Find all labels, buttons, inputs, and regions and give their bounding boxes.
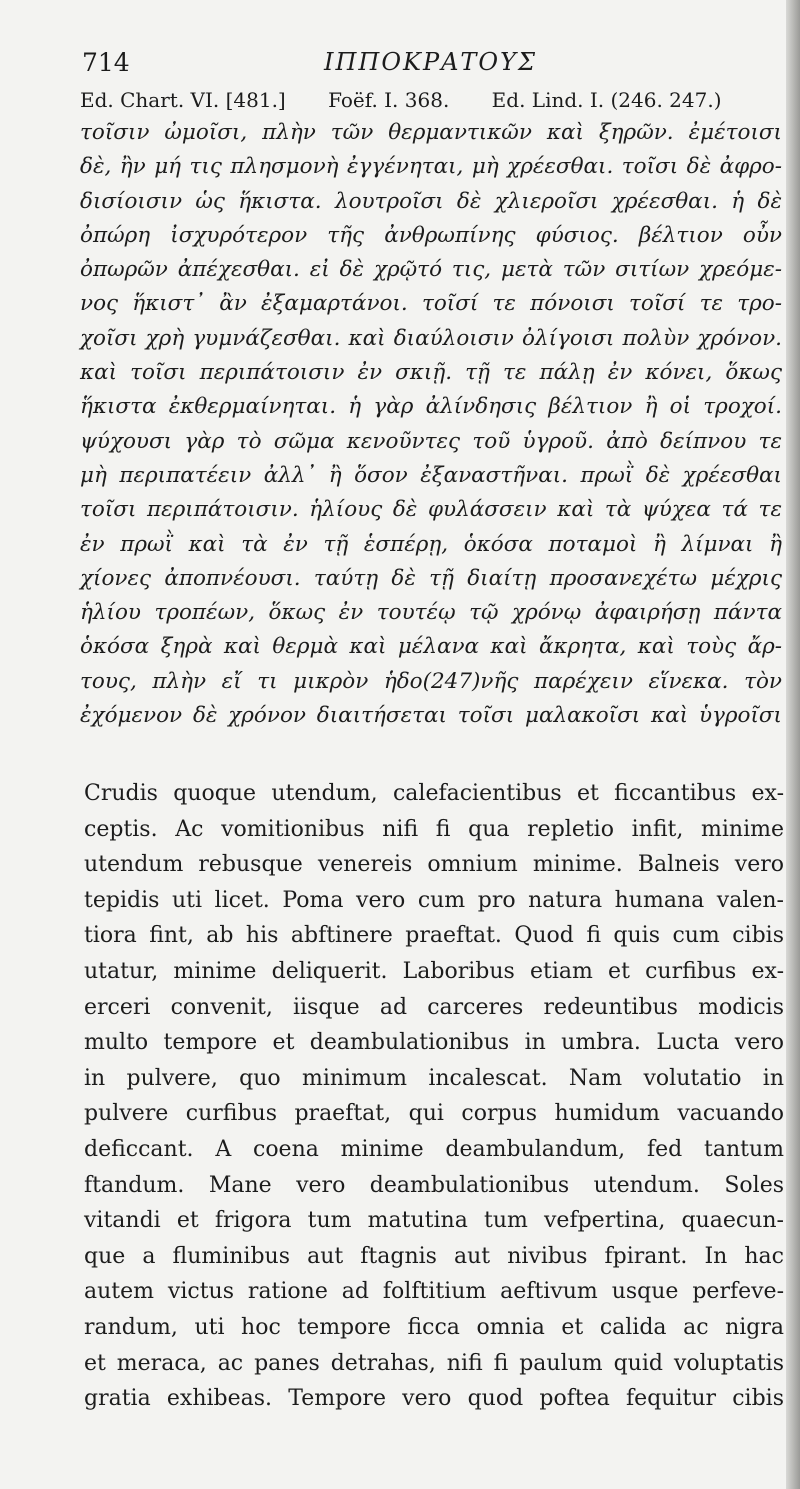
greek-text-block: [80, 116, 782, 733]
latin-line: in pulvere, quo minimum incalescat. Nam volutatio in: [84, 1065, 784, 1091]
greek-line: ἐχόμενον δὲ χρόνον διαιτήσεται τοῖσι μαλακοῖσι καὶ ὑγροῖσι: [80, 703, 782, 729]
greek-line: ὁκόσα ξηρὰ καὶ θερμὰ καὶ μέλανα καὶ ἄκρητα, καὶ τοὺς ἄρ-: [80, 634, 782, 660]
greek-line: χίονες ἀποπνέουσι. ταύτῃ δὲ τῇ διαίτῃ προσανεχέτω μέχρις: [80, 565, 782, 591]
greek-line: δισίοισιν ὡς ἥκιστα. λουτροῖσι δὲ χλιεροῖσι χρέεσθαι. ἡ δὲ: [80, 188, 782, 214]
latin-line: pulvere curfibus praeftat, qui corpus humidum vacuando: [84, 1101, 784, 1127]
page-number: 714: [82, 48, 130, 77]
latin-line: deficcant. A coena minime deambulandum, fed tantum: [84, 1136, 784, 1162]
greek-line: τοῖσιν ὠμοῖσι, πλὴν τῶν θερμαντικῶν καὶ ξηρῶν. ἐμέτοισι: [80, 120, 782, 145]
running-title: ΙΠΠΟΚΡΑΤΟΥΣ: [324, 48, 537, 76]
chartier-edition-ref: Ed. Chart. VI. [481.]: [80, 88, 286, 112]
latin-line: utendum rebusque venereis omnium minime. Balneis vero: [84, 852, 784, 878]
page-header: [74, 42, 754, 82]
latin-translation-block: [84, 776, 784, 1417]
latin-line: autem victus ratione ad folftitium aeftivum usque perfeve-: [84, 1279, 784, 1305]
greek-line: ὀπωρῶν ἀπέχεσθαι. εἰ δὲ χρῷτό τις, μετὰ τῶν σιτίων χρεόμε-: [80, 257, 782, 283]
latin-line: vitandi et frigora tum matutina tum vefpertina, quaecun-: [84, 1208, 784, 1234]
greek-line: δὲ, ἢν μή τις πλησμονὴ ἐγγένηται, μὴ χρέεσθαι. τοῖσι δὲ ἀφρο-: [80, 154, 782, 180]
greek-line: τους, πλὴν εἴ τι μικρὸν ἡδο(247)νῆς παρέχειν εἵνεκα. τὸν: [80, 668, 782, 694]
latin-line: tepidis uti licet. Poma vero cum pro natura humana valen-: [84, 887, 784, 913]
latin-line: multo tempore et deambulationibus in umbra. Lucta vero: [84, 1030, 784, 1056]
greek-line: ψύχουσι γὰρ τὸ σῶμα κενοῦντες τοῦ ὑγροῦ. ἀπὸ δείπνου τε: [80, 428, 782, 454]
latin-line: utatur, minime deliquerit. Laboribus etiam et curfibus ex-: [84, 958, 784, 984]
page-edge-shadow: [786, 0, 800, 1489]
latin-line: ceptis. Ac vomitionibus nifi fi qua repletio infit, minime: [84, 816, 784, 842]
greek-line: χοῖσι χρὴ γυμνάζεσθαι. καὶ διαύλοισιν ὀλίγοισι πολὺν χρόνον.: [80, 325, 782, 351]
greek-line: μὴ περιπατέειν ἀλλ᾽ ἢ ὅσον ἐξαναστῆναι. πρωῒ δὲ χρέεσθαι: [80, 462, 782, 488]
greek-line: ἐν πρωῒ καὶ τὰ ἐν τῇ ἑσπέρῃ, ὁκόσα ποταμοὶ ἢ λίμναι ἢ: [80, 531, 782, 557]
greek-line: καὶ τοῖσι περιπάτοισιν ἐν σκιῇ. τῇ τε πάλῃ ἐν κόνει, ὅκως: [80, 360, 782, 386]
greek-line: τοῖσι περιπάτοισιν. ἡλίους δὲ φυλάσσειν καὶ τὰ ψύχεα τά τε: [80, 497, 782, 523]
greek-line: ὀπώρη ἰσχυρότερον τῆς ἀνθρωπίνης φύσιος. βέλτιον οὖν: [80, 222, 782, 248]
latin-line: Crudis quoque utendum, calefacientibus et ficcantibus ex-: [84, 781, 784, 806]
latin-line: randum, uti hoc tempore ficca omnia et calida ac nigra: [84, 1314, 784, 1340]
greek-line: νος ἥκιστ᾽ ἂν ἐξαμαρτάνοι. τοῖσί τε πόνοισι τοῖσί τε τρο-: [80, 291, 782, 317]
linden-edition-ref: Ed. Lind. I. (246. 247.): [491, 88, 722, 112]
greek-line: ἥκιστα ἐκθερμαίνηται. ἡ γὰρ ἀλίνδησις βέλτιον ἢ οἱ τροχοί.: [80, 394, 782, 420]
latin-line: gratia exhibeas. Tempore vero quod poftea fequitur cibis: [84, 1386, 784, 1412]
edition-reference-line: [80, 88, 780, 112]
latin-line: ftandum. Mane vero deambulationibus utendum. Soles: [84, 1172, 784, 1198]
latin-line: erceri convenit, iisque ad carceres redeuntibus modicis: [84, 994, 784, 1020]
latin-line: et meraca, ac panes detrahas, nifi fi paulum quid voluptatis: [84, 1350, 784, 1376]
foes-edition-ref: Foëf. I. 368.: [328, 88, 450, 112]
latin-line: que a fluminibus aut ftagnis aut nivibus fpirant. In hac: [84, 1243, 784, 1269]
greek-line: ἡλίου τροπέων, ὅκως ἐν τουτέῳ τῷ χρόνῳ ἀφαιρήσῃ πάντα: [80, 600, 782, 626]
latin-line: tiora fint, ab his abftinere praeftat. Quod fi quis cum cibis: [84, 923, 784, 949]
